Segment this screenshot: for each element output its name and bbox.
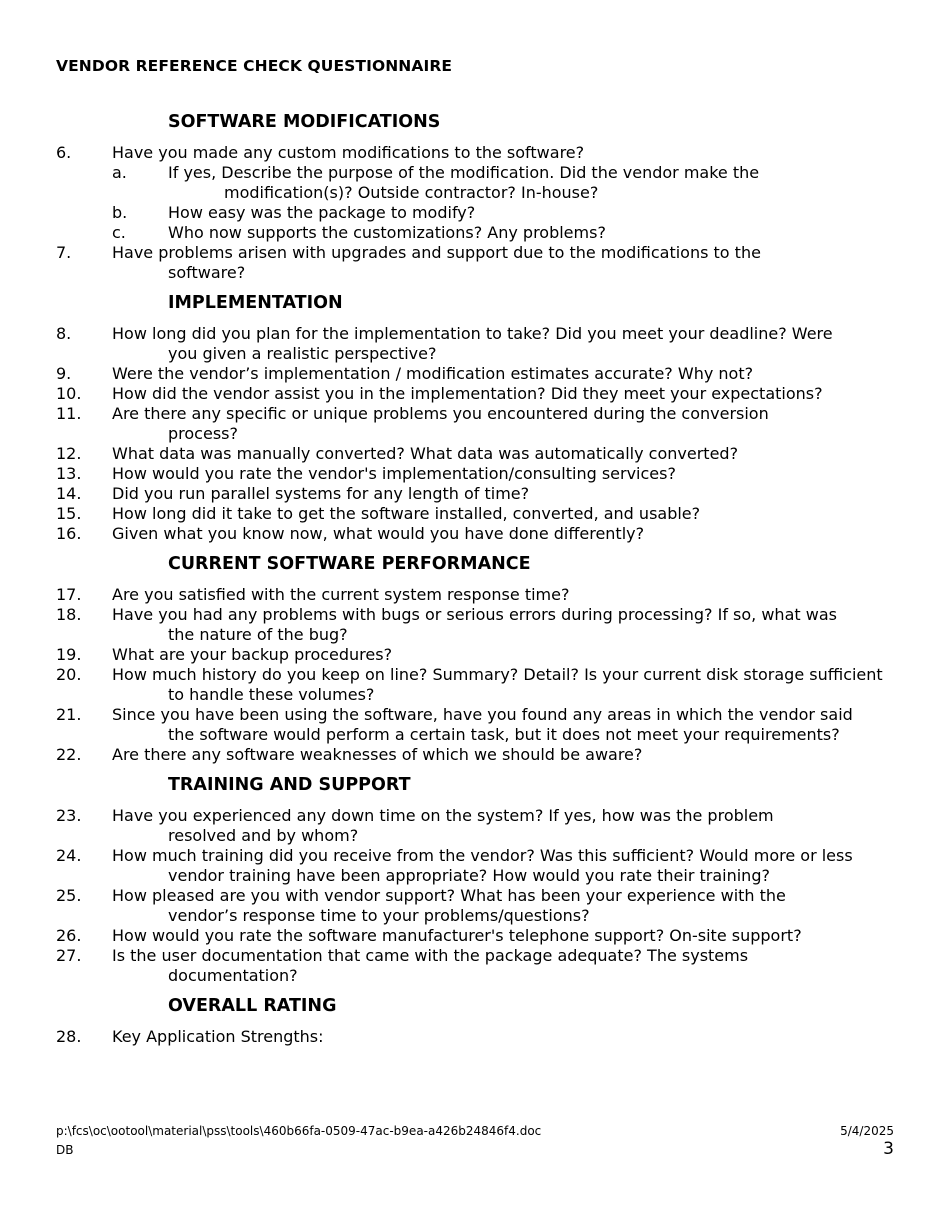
section-current-software-performance: [56, 554, 896, 765]
question-number: 9.: [56, 364, 72, 383]
section-heading: TRAINING AND SUPPORT: [168, 775, 411, 795]
section-software-modifications: [56, 112, 896, 283]
question-text: How would you rate the software manufacturer's telephone support? On-site support?: [112, 926, 802, 945]
sub-question-text: If yes, Describe the purpose of the modification. Did the vendor make the modification(s)? Outside contractor? In-house?: [168, 163, 760, 202]
question-number: 10.: [56, 384, 82, 403]
section-heading: IMPLEMENTATION: [168, 293, 343, 313]
section-heading: CURRENT SOFTWARE PERFORMANCE: [168, 554, 531, 574]
question-number: 11.: [56, 404, 82, 423]
question-text: What are your backup procedures?: [112, 645, 393, 664]
question-text: Key Application Strengths:: [112, 1027, 324, 1046]
question-number: 21.: [56, 705, 82, 724]
questionnaire-body: [56, 112, 896, 1047]
question-text: How much history do you keep on line? Summary? Detail? Is your current disk storage sufficient to handle these volumes?: [112, 665, 883, 704]
question-item: [56, 364, 896, 384]
question-text: How long did you plan for the implementation to take? Did you meet your deadline? Were you given a realistic perspective?: [112, 324, 833, 363]
question-number: 18.: [56, 605, 82, 624]
question-item: [56, 324, 896, 364]
question-number: 27.: [56, 946, 82, 965]
question-text: Have problems arisen with upgrades and support due to the modifications to the software?: [112, 243, 761, 282]
question-number: 13.: [56, 464, 82, 483]
question-text: Is the user documentation that came with the package adequate? The systems documentation?: [112, 946, 749, 985]
question-item: [56, 645, 896, 665]
question-number: 14.: [56, 484, 82, 503]
footer-initials: DB: [56, 1143, 74, 1157]
question-number: 24.: [56, 846, 82, 865]
question-text: How would you rate the vendor's implementation/consulting services?: [112, 464, 676, 483]
question-item: [56, 806, 896, 846]
section-training-and-support: [56, 775, 896, 986]
question-item: [56, 444, 896, 464]
sub-question-item: [56, 203, 896, 223]
question-number: 28.: [56, 1027, 82, 1046]
question-number: 12.: [56, 444, 82, 463]
question-text: What data was manually converted? What data was automatically converted?: [112, 444, 739, 463]
section-implementation: [56, 293, 896, 544]
footer-file-path: p:\fcs\oc\ootool\material\pss\tools\460b66fa-0509-47ac-b9ea-a426b24846f4.doc: [56, 1124, 542, 1138]
question-text: Are you satisfied with the current system response time?: [112, 585, 570, 604]
question-item: [56, 886, 896, 926]
section-heading: SOFTWARE MODIFICATIONS: [168, 112, 441, 132]
question-item: [56, 926, 896, 946]
sub-question-letter: a.: [112, 163, 127, 182]
question-number: 26.: [56, 926, 82, 945]
page-number: 3: [883, 1139, 894, 1159]
question-text: How pleased are you with vendor support? What has been your experience with the vendor’s response time to your problems/questions?: [112, 886, 786, 925]
question-text: How long did it take to get the software installed, converted, and usable?: [112, 504, 701, 523]
document-title: VENDOR REFERENCE CHECK QUESTIONNAIRE: [56, 57, 453, 75]
question-text: Given what you know now, what would you have done differently?: [112, 524, 645, 543]
question-number: 15.: [56, 504, 82, 523]
question-text: How did the vendor assist you in the implementation? Did they meet your expectations?: [112, 384, 823, 403]
question-text: Are there any software weaknesses of which we should be aware?: [112, 745, 643, 764]
question-item: [56, 464, 896, 484]
question-item: [56, 484, 896, 504]
question-number: 6.: [56, 143, 72, 162]
sub-question-letter: c.: [112, 223, 126, 242]
question-text: Did you run parallel systems for any length of time?: [112, 484, 530, 503]
question-item: [56, 946, 896, 986]
question-item: [56, 504, 896, 524]
question-text: Have you had any problems with bugs or serious errors during processing? If so, what was the nature of the bug?: [112, 605, 837, 644]
section-heading: OVERALL RATING: [168, 996, 337, 1016]
footer-date: 5/4/2025: [840, 1124, 894, 1138]
question-text: Are there any specific or unique problems you encountered during the conversion process?: [112, 404, 769, 443]
question-number: 23.: [56, 806, 82, 825]
question-item: [56, 404, 896, 444]
sub-question-text: Who now supports the customizations? Any problems?: [168, 223, 606, 242]
sub-question-item: [56, 223, 896, 243]
question-number: 16.: [56, 524, 82, 543]
question-item: [56, 243, 896, 283]
question-number: 22.: [56, 745, 82, 764]
question-text: Have you experienced any down time on the system? If yes, how was the problem resolved and by whom?: [112, 806, 774, 845]
question-number: 20.: [56, 665, 82, 684]
question-item: [56, 705, 896, 745]
question-item: [56, 745, 896, 765]
question-item: [56, 846, 896, 886]
question-text: Have you made any custom modifications to the software?: [112, 143, 585, 162]
question-item: [56, 524, 896, 544]
question-item: [56, 665, 896, 705]
question-item: [56, 585, 896, 605]
question-item: [56, 384, 896, 404]
question-number: 17.: [56, 585, 82, 604]
question-item: [56, 143, 896, 163]
question-item: [56, 1027, 896, 1047]
sub-question-letter: b.: [112, 203, 128, 222]
question-text: How much training did you receive from the vendor? Was this sufficient? Would more or less vendor training have been appropriate? How would you rate their training?: [112, 846, 853, 885]
question-item: [56, 605, 896, 645]
section-overall-rating: [56, 996, 896, 1047]
question-number: 25.: [56, 886, 82, 905]
question-number: 19.: [56, 645, 82, 664]
sub-question-text: How easy was the package to modify?: [168, 203, 476, 222]
sub-question-item: [56, 163, 896, 203]
question-number: 8.: [56, 324, 72, 343]
question-text: Since you have been using the software, have you found any areas in which the vendor said the software would perform a certain task, but it does not meet your requirements?: [112, 705, 853, 744]
question-number: 7.: [56, 243, 72, 262]
question-text: Were the vendor’s implementation / modification estimates accurate? Why not?: [112, 364, 754, 383]
